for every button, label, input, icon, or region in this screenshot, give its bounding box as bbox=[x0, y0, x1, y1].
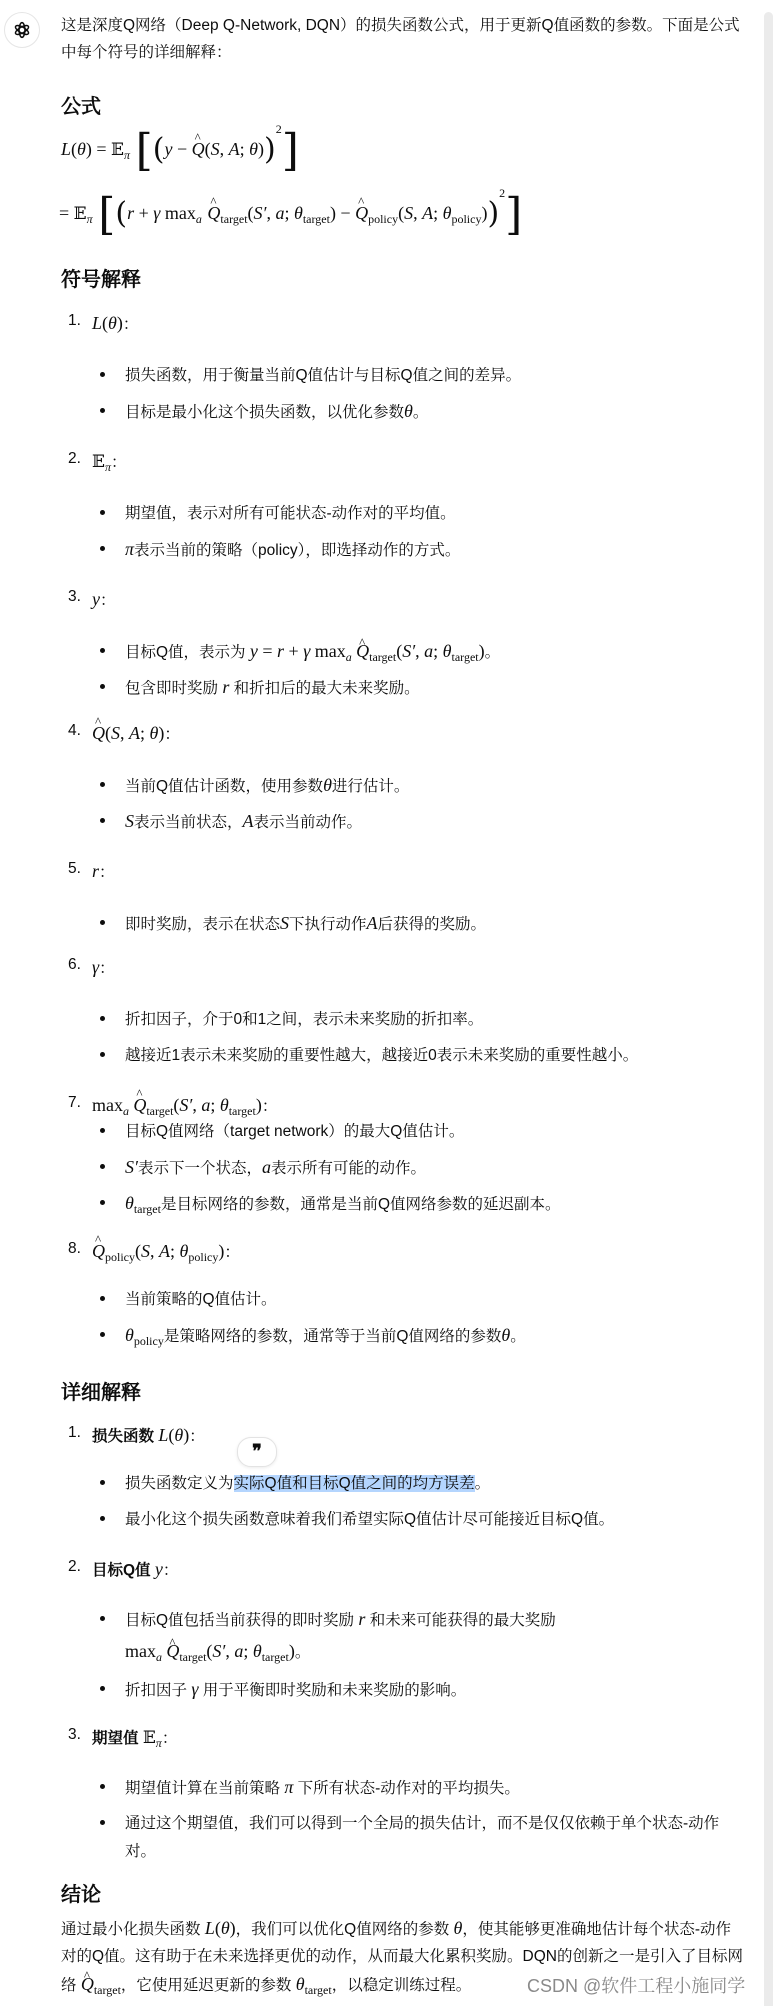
detail-item-1: 1. 损失函数 L(θ)： bbox=[68, 1424, 205, 1445]
symbols-heading: 符号解释 bbox=[61, 269, 141, 291]
detail-item-2: 2. 目标Q值 y： bbox=[68, 1558, 179, 1579]
detail-item-3: 3. 期望值 𝔼$_\pi$： bbox=[68, 1726, 178, 1750]
list-item: $\theta_{policy}$是策略网络的参数，通常等于当前Q值网络的参数θ。 bbox=[61, 1322, 761, 1349]
symbol-item-2: 2. 𝔼$_\pi$： bbox=[68, 450, 127, 474]
list-item: 目标Q值网络（target network）的最大Q值估计。 bbox=[61, 1118, 761, 1145]
quote-selection-button[interactable] bbox=[237, 1437, 277, 1467]
symbol-item-8: 8. ^ $Q_{policy}(S$, A; $\theta_{policy}$)： bbox=[61, 1240, 761, 1267]
list-item: 即时奖励，表示在状态S下执行动作A后获得的奖励。 bbox=[61, 910, 761, 937]
list-item: 期望值计算在当前策略 π 下所有状态-动作对的平均损失。 bbox=[61, 1774, 761, 1801]
assistant-avatar bbox=[4, 12, 40, 48]
list-item: 通过这个期望值，我们可以得到一个全局的损失估计，而不是仅仅依赖于单个状态-动作 bbox=[61, 1810, 761, 1837]
formula-heading: 公式 bbox=[61, 96, 101, 118]
list-item: 目标Q值包括当前获得的即时奖励 r 和未来可能获得的最大奖励 bbox=[61, 1606, 761, 1633]
list-item: 包含即时奖励 r 和折扣后的最大未来奖励。 bbox=[61, 674, 761, 701]
conclusion-line-3: 络 ^ $Q_{target}$，它使用延迟更新的参数 $\theta_{target}$，以稳定训练过程。 bbox=[61, 1971, 471, 2004]
selected-text[interactable]: 实际Q值和目标Q值之间的均方误差 bbox=[233, 1475, 475, 1492]
list-item: S′表示下一个状态，a表示所有可能的动作。 bbox=[61, 1154, 761, 1181]
list-item: 最小化这个损失函数意味着我们希望实际Q值估计尽可能接近目标Q值。 bbox=[61, 1506, 761, 1533]
conclusion-line-1: 通过最小化损失函数 L(θ)，我们可以优化Q值网络的参数 θ，使其能够更准确地估计每个状态-动作 bbox=[61, 1918, 732, 1938]
list-item: 目标Q值，表示为 y = r + γ $\max_a$ ^ $Q_{target}(S'$, a; $\theta_{target}$)。 bbox=[61, 638, 761, 665]
list-item: 折扣因子 γ 用于平衡即时奖励和未来奖励的影响。 bbox=[61, 1676, 761, 1703]
list-item: $\theta_{target}$是目标网络的参数，通常是当前Q值网络参数的延迟副本。 bbox=[61, 1190, 761, 1217]
formula-line-2: = 𝔼$_\pi$ [(r + γ $\max_a$ ^ $Q_{target}(S'$, a; $\theta_{target}$) − ^ $Q_{policy}(S$, A; $\theta_{policy}))^2$] bbox=[59, 186, 522, 240]
symbol-item-5: 5. r： bbox=[68, 860, 115, 881]
openai-logo-icon bbox=[11, 19, 33, 41]
csdn-watermark: CSDN @软件工程小施同学 bbox=[527, 1976, 746, 1996]
list-item: 当前策略的Q值估计。 bbox=[61, 1286, 761, 1313]
list-item: 目标是最小化这个损失函数，以优化参数θ。 bbox=[61, 398, 761, 425]
symbol-item-7: 7. $\max_a$ ^ $Q_{target}(S'$, a; $\theta_{target}$)： bbox=[61, 1094, 761, 1121]
list-item: 越接近1表示未来奖励的重要性越大，越接近0表示未来奖励的重要性越小。 bbox=[61, 1042, 761, 1069]
quote-icon: ❞ bbox=[252, 1441, 262, 1462]
formula-line-1: L(θ) = 𝔼$_\pi$ [(y − ^ Q(S, A; θ))$^2$] bbox=[61, 122, 299, 176]
symbol-item-1 bbox=[61, 312, 761, 339]
intro-line-1: 这是深度Q网络（Deep Q-Network, DQN）的损失函数公式，用于更新Q值函数的参数。下面是公式 bbox=[61, 17, 740, 34]
list-item: 期望值，表示对所有可能状态-动作对的平均值。 bbox=[61, 500, 761, 527]
list-item: 损失函数定义为实际Q值和目标Q值之间的均方误差。 bbox=[61, 1470, 761, 1497]
list-item: 损失函数，用于衡量当前Q值估计与目标Q值之间的差异。 bbox=[61, 362, 761, 389]
list-item: π表示当前的策略（policy），即选择动作的方式。 bbox=[61, 536, 761, 563]
detail-heading: 详细解释 bbox=[61, 1382, 141, 1404]
page-scrollbar[interactable] bbox=[764, 12, 773, 2006]
list-item: 当前Q值估计函数，使用参数θ进行估计。 bbox=[61, 772, 761, 799]
symbol-item-3: 3. y： bbox=[68, 588, 116, 609]
list-item: S表示当前状态，A表示当前动作。 bbox=[61, 808, 761, 835]
symbol-item-4: 4. ^ Q(S, A; θ)： bbox=[61, 722, 761, 749]
list-number: 1. bbox=[68, 312, 81, 329]
list-item-continued: $\max_a$ ^ $Q_{target}(S'$, a; $\theta_{target}$)。 bbox=[61, 1638, 761, 1665]
conclusion-heading: 结论 bbox=[61, 1884, 101, 1906]
conclusion-line-2: 对的Q值。这有助于在未来选择更优的动作，从而最大化累积奖励。DQN的创新之一是引入了目标网 bbox=[61, 1948, 744, 1965]
list-item-continued: 对。 bbox=[125, 1843, 157, 1860]
symbol-item-6: 6. γ： bbox=[68, 956, 115, 977]
list-item: 折扣因子，介于0和1之间，表示未来奖励的折扣率。 bbox=[61, 1006, 761, 1033]
symbol-label: L(θ)： bbox=[92, 313, 139, 333]
intro-line-2: 中每个符号的详细解释： bbox=[61, 44, 232, 61]
